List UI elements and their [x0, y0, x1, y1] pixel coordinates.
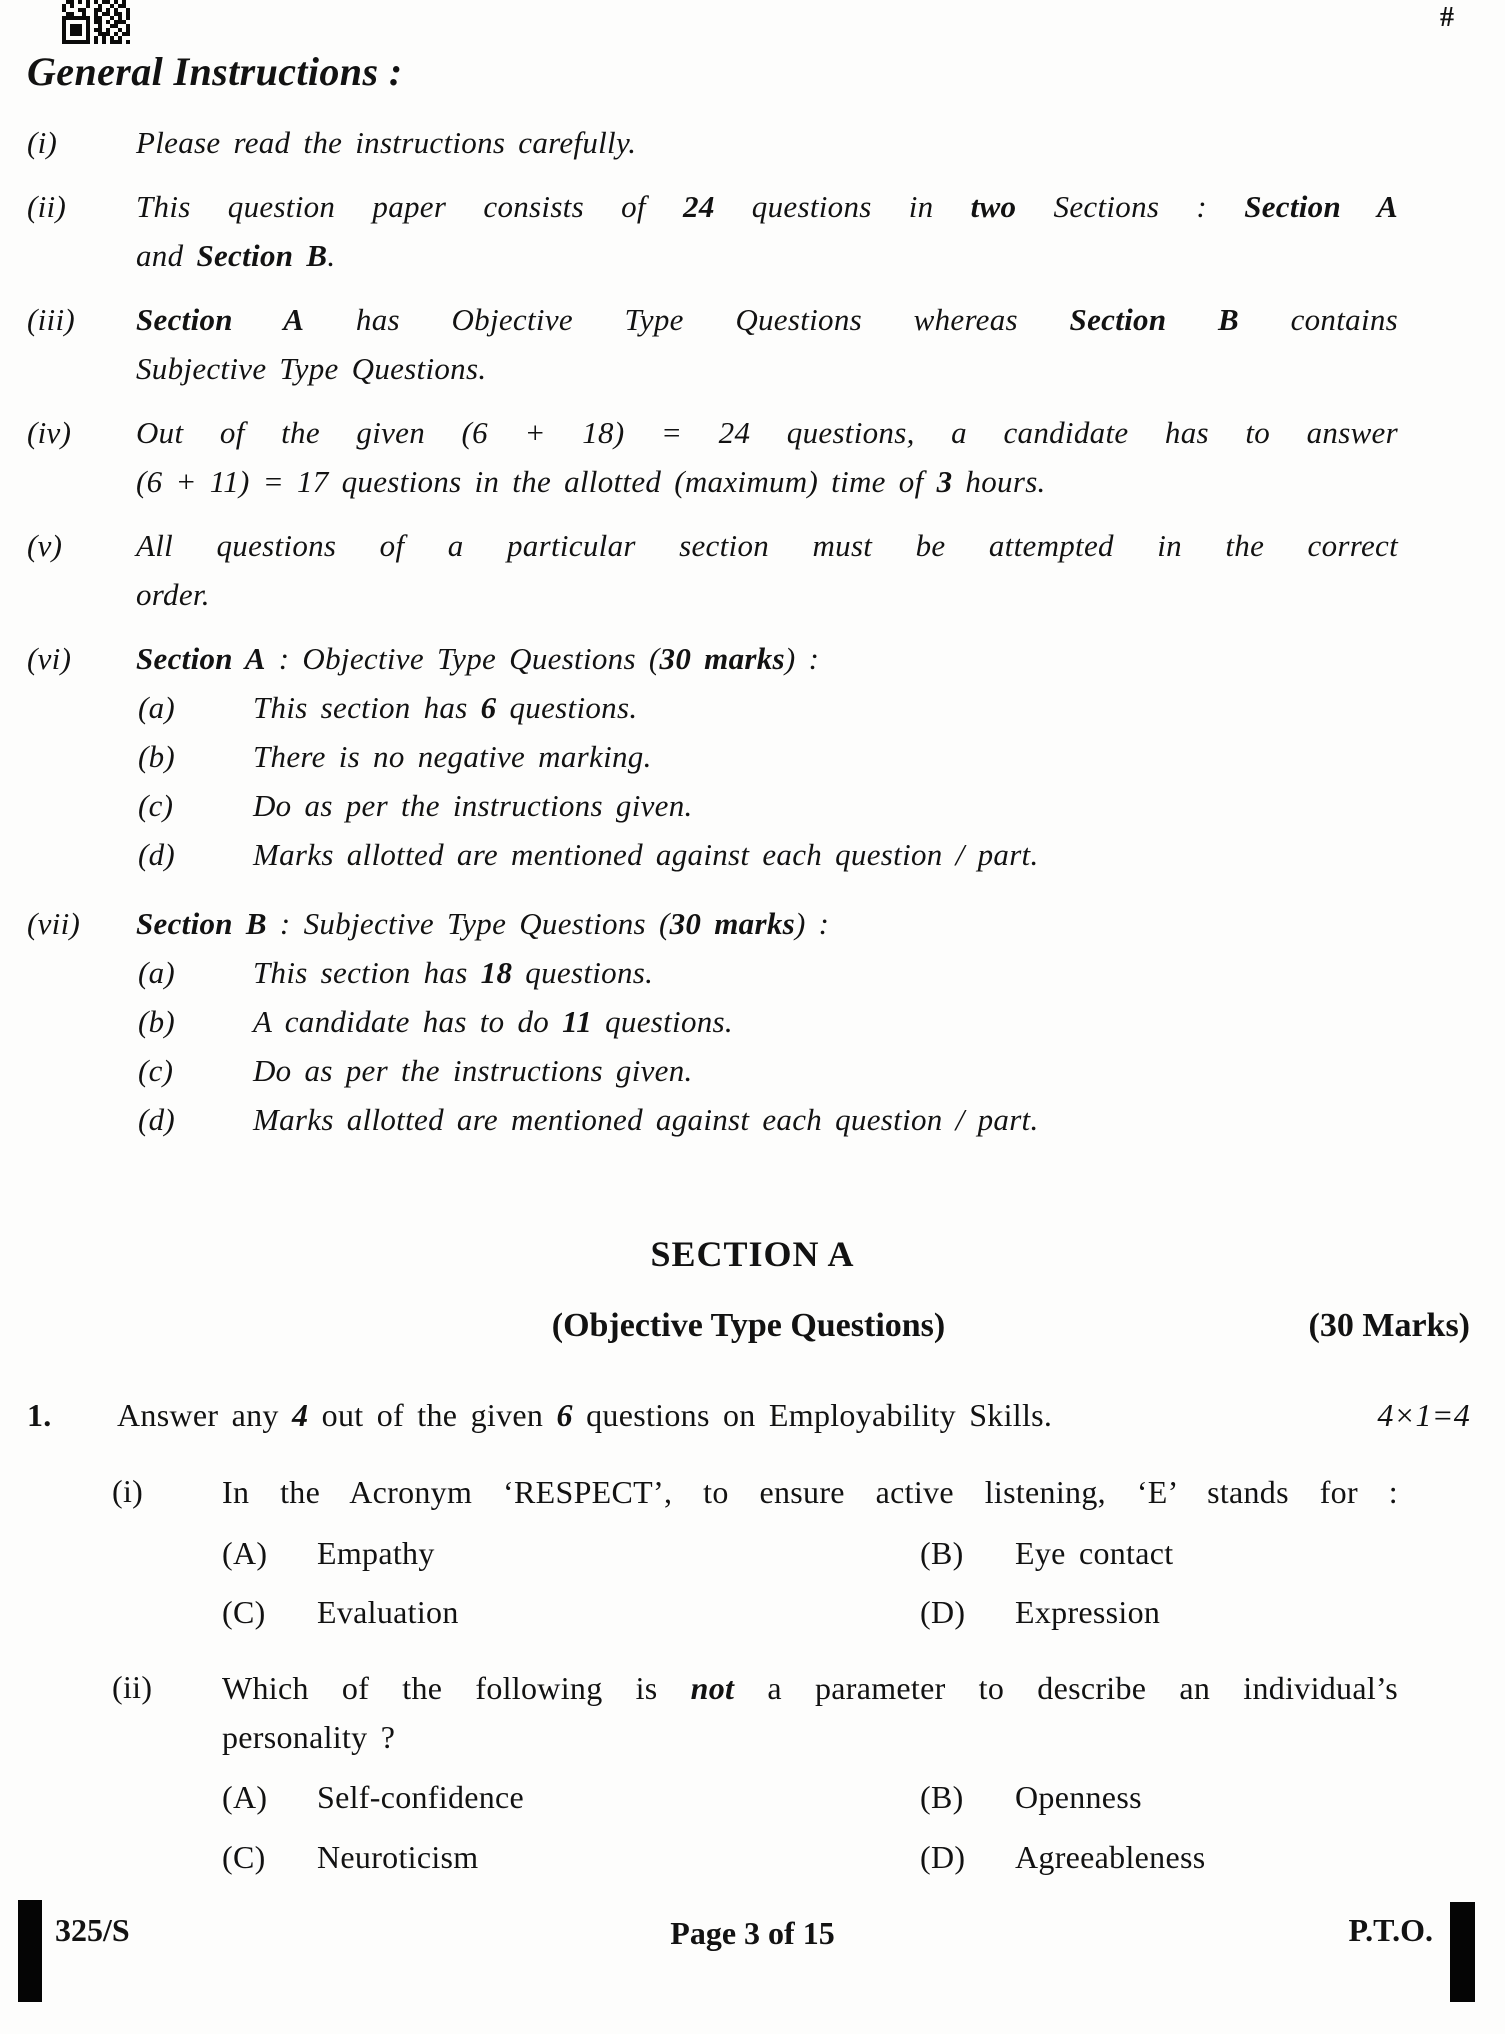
sub-text: A candidate has to do 11 questions. [253, 1004, 733, 1039]
subquestion-line: personality ? [222, 1719, 396, 1755]
question-text: Answer any 4 out of the given 6 questions on Employability Skills. [117, 1397, 1053, 1433]
sub-marker: (c) [138, 1053, 174, 1088]
option-text: Agreeableness [1015, 1839, 1206, 1875]
sub-marker: (a) [138, 955, 176, 990]
item-marker: (i) [27, 125, 58, 160]
sub-marker: (b) [138, 1004, 176, 1039]
option-text: Expression [1015, 1594, 1161, 1630]
item-marker: (ii) [27, 189, 67, 224]
option-label: (D) [920, 1594, 966, 1630]
section-a-marks: (30 Marks) [1308, 1307, 1470, 1344]
sub-item-d [138, 1095, 1398, 1144]
question-marks: 4×1=4 [1377, 1397, 1470, 1433]
item-line: Please read the instructions carefully. [136, 125, 637, 160]
item-line: Section A has Objective Type Questions whereas Section B contains [136, 302, 1399, 337]
item-line: (6 + 11) = 17 questions in the allotted (maximum) time of 3 hours. [136, 464, 1046, 499]
sub-text: Marks allotted are mentioned against each question / part. [253, 837, 1039, 872]
instruction-item-vii [27, 899, 1398, 1144]
option-d [920, 1590, 1398, 1634]
item-marker: (vi) [27, 641, 72, 676]
option-a [222, 1531, 920, 1575]
subquestion-i [112, 1468, 1470, 1634]
options-row [222, 1531, 1398, 1575]
footer-page-number: Page 3 of 15 [670, 1915, 835, 1951]
instruction-item-ii [27, 182, 1398, 280]
option-c [222, 1590, 920, 1634]
section-a-subrow [27, 1306, 1470, 1346]
options-row [222, 1590, 1398, 1634]
instruction-item-v [27, 521, 1398, 619]
question-1-row [27, 1392, 1470, 1438]
hash-mark: # [1440, 2, 1454, 33]
option-text: Eye contact [1015, 1535, 1174, 1571]
sub-text: Marks allotted are mentioned against each question / part. [253, 1102, 1039, 1137]
sub-marker: (d) [138, 837, 176, 872]
footer-paper-code: 325/S [55, 1912, 130, 1948]
option-text: Empathy [317, 1535, 435, 1571]
option-a [222, 1775, 920, 1819]
option-label: (B) [920, 1779, 964, 1815]
subquestion-line: Which of the following is not a parameter to describe an individual’s [222, 1670, 1398, 1706]
sub-item-b [138, 732, 1398, 781]
option-label: (A) [222, 1535, 268, 1571]
sub-text: Do as per the instructions given. [253, 1053, 693, 1088]
subquestion-line: In the Acronym ‘RESPECT’, to ensure active listening, ‘E’ stands for : [222, 1474, 1398, 1510]
sub-marker: (c) [138, 788, 174, 823]
option-b [920, 1531, 1398, 1575]
subquestion-marker: (ii) [112, 1669, 153, 1705]
item-marker: (vii) [27, 906, 81, 941]
sub-marker: (d) [138, 1102, 176, 1137]
item-line: Subjective Type Questions. [136, 351, 487, 386]
sub-item-c [138, 1046, 1398, 1095]
option-label: (B) [920, 1535, 964, 1571]
instruction-item-vi [27, 634, 1398, 879]
general-instructions-heading: General Instructions : [27, 49, 403, 94]
item-marker: (v) [27, 528, 63, 563]
section-a-subtitle: (Objective Type Questions) [551, 1307, 946, 1344]
option-text: Openness [1015, 1779, 1142, 1815]
sub-marker: (b) [138, 739, 176, 774]
option-label: (D) [920, 1839, 966, 1875]
option-text: Evaluation [317, 1594, 459, 1630]
sub-text: There is no negative marking. [253, 739, 652, 774]
item-line: This question paper consists of 24 questions in two Sections : Section A [136, 189, 1399, 224]
option-b [920, 1775, 1398, 1819]
option-label: (C) [222, 1839, 266, 1875]
sub-text: This section has 6 questions. [253, 690, 638, 725]
options-row [222, 1835, 1398, 1879]
subquestion-ii [112, 1664, 1470, 1879]
item-line: Out of the given (6 + 18) = 24 questions, a candidate has to answer [136, 415, 1398, 450]
sub-marker: (a) [138, 690, 176, 725]
subquestion-marker: (i) [112, 1473, 144, 1509]
option-label: (C) [222, 1594, 266, 1630]
item-line: order. [136, 577, 210, 612]
item-line: and Section B. [136, 238, 336, 273]
options-row [222, 1775, 1398, 1819]
section-a-title: SECTION A [650, 1234, 855, 1274]
qr-code-icon [62, 0, 130, 44]
sub-item-b [138, 997, 1398, 1046]
sub-item-d [138, 830, 1398, 879]
item-head: Section A : Objective Type Questions (30 marks) : [136, 641, 820, 676]
sub-item-a [138, 683, 1398, 732]
instruction-item-iv [27, 408, 1398, 506]
item-marker: (iv) [27, 415, 72, 450]
option-text: Self-confidence [317, 1779, 525, 1815]
sub-text: This section has 18 questions. [253, 955, 654, 990]
instruction-item-i [27, 118, 1398, 167]
item-head: Section B : Subjective Type Questions (30 marks) : [136, 906, 830, 941]
sub-item-a [138, 948, 1398, 997]
question-number: 1. [27, 1397, 52, 1433]
sub-text: Do as per the instructions given. [253, 788, 693, 823]
footer-pto: P.T.O. [1348, 1912, 1433, 1948]
instruction-item-iii [27, 295, 1398, 393]
option-d [920, 1835, 1398, 1879]
instructions-list [27, 118, 1398, 1159]
option-text: Neuroticism [317, 1839, 479, 1875]
option-label: (A) [222, 1779, 268, 1815]
question-1 [27, 1392, 1470, 1879]
option-c [222, 1835, 920, 1879]
item-marker: (iii) [27, 302, 75, 337]
footer-bar-right [1450, 1902, 1475, 2002]
sub-item-c [138, 781, 1398, 830]
item-line: All questions of a particular section must be attempted in the correct [136, 528, 1398, 563]
